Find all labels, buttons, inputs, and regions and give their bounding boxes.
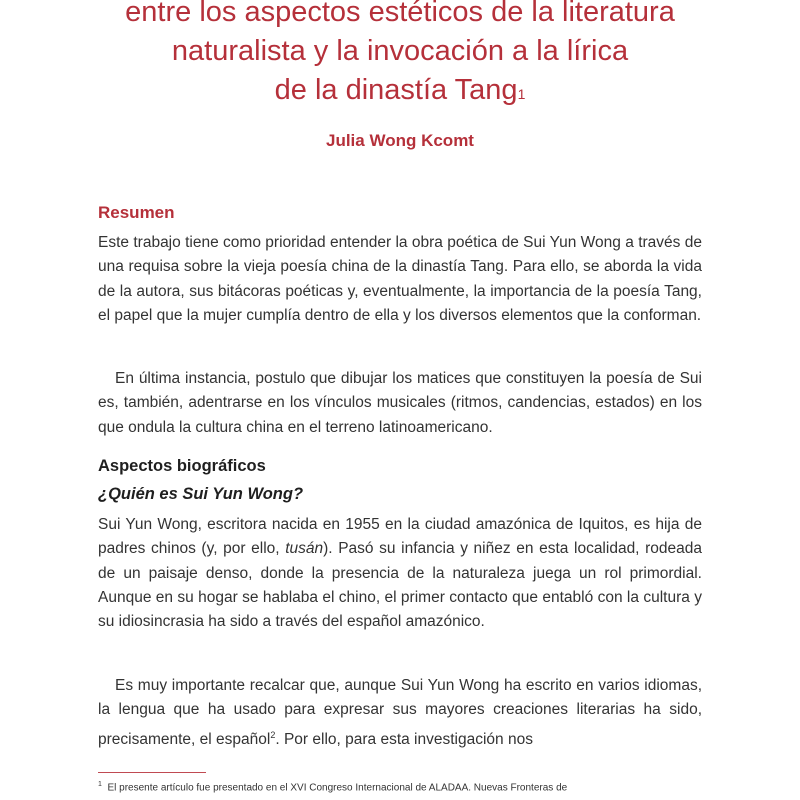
bio-paragraph-2	[98, 674, 702, 752]
resumen-paragraph-1: Este trabajo tiene como prioridad entender la obra poética de Sui Yun Wong a través de una requisa sobre la vieja poesía china de la dinastía Tang. Para ello, se aborda la vida de la autora, sus bitácoras poéticas y, eventualmente, la importancia de la poesía Tang, el papel que la mujer cumplía dentro de ella y los diversos elementos que la conforman.	[98, 234, 702, 324]
bio-subheading: ¿Quién es Sui Yun Wong?	[98, 485, 304, 503]
footnote-1-mark: 1	[98, 781, 102, 788]
bio-p1-italic-term: tusán	[285, 540, 324, 558]
bio-p2-text-b: . Por ello, para esta investigación nos	[275, 730, 533, 748]
bio-p1-text-a: Sui Yun Wong, escritora nacida en 1955 en la ciudad amazónica de Iquitos, es hija de padres chinos (y, por ello,	[98, 516, 702, 558]
title-footnote-mark[interactable]: 1	[517, 86, 526, 102]
bio-p2-text-a: Es muy importante recalcar que, aunque Sui Yun Wong ha escrito en varios idiomas, la lengua que ha usado para expresar sus mayores creaciones literarias ha sido, precisamente, el español	[98, 677, 702, 748]
resumen-paragraph-2: En última instancia, postulo que dibujar los matices que constituyen la poesía de Sui es, también, adentrarse en los vínculos musicales (ritmos, candencias, estados) en los que ondula la cultura china en el terreno latinoamericano.	[98, 370, 702, 436]
bio-p1-text-b: ). Pasó su infancia y niñez en esta localidad, rodeada de un paisaje denso, donde la presencia de la naturaleza juega un rol primordial. Aunque en su hogar se hablaba el chino, el primer contacto que entabló con la cultura y su idiosincrasia ha sido a través del español amazónico.	[98, 540, 702, 631]
footnote-mark-2[interactable]: 2	[270, 729, 276, 740]
footnote-divider	[98, 772, 206, 773]
author-name: Julia Wong Kcomt	[326, 131, 474, 150]
title-line-1: entre los aspectos estéticos de la literatura	[125, 0, 675, 28]
title-line-3: de la dinastía Tang	[274, 74, 518, 106]
title-line-2: naturalista y la invocación a la lírica	[171, 35, 629, 67]
bio-paragraph-1	[98, 513, 702, 634]
footnote-1	[98, 781, 708, 793]
article-title	[0, 0, 800, 110]
resumen-heading: Resumen	[98, 203, 175, 222]
bio-heading: Aspectos biográficos	[98, 457, 266, 475]
footnote-1-text: El presente artículo fue presentado en el XVI Congreso Internacional de ALADAA. Nuevas Fronteras de	[107, 782, 568, 794]
